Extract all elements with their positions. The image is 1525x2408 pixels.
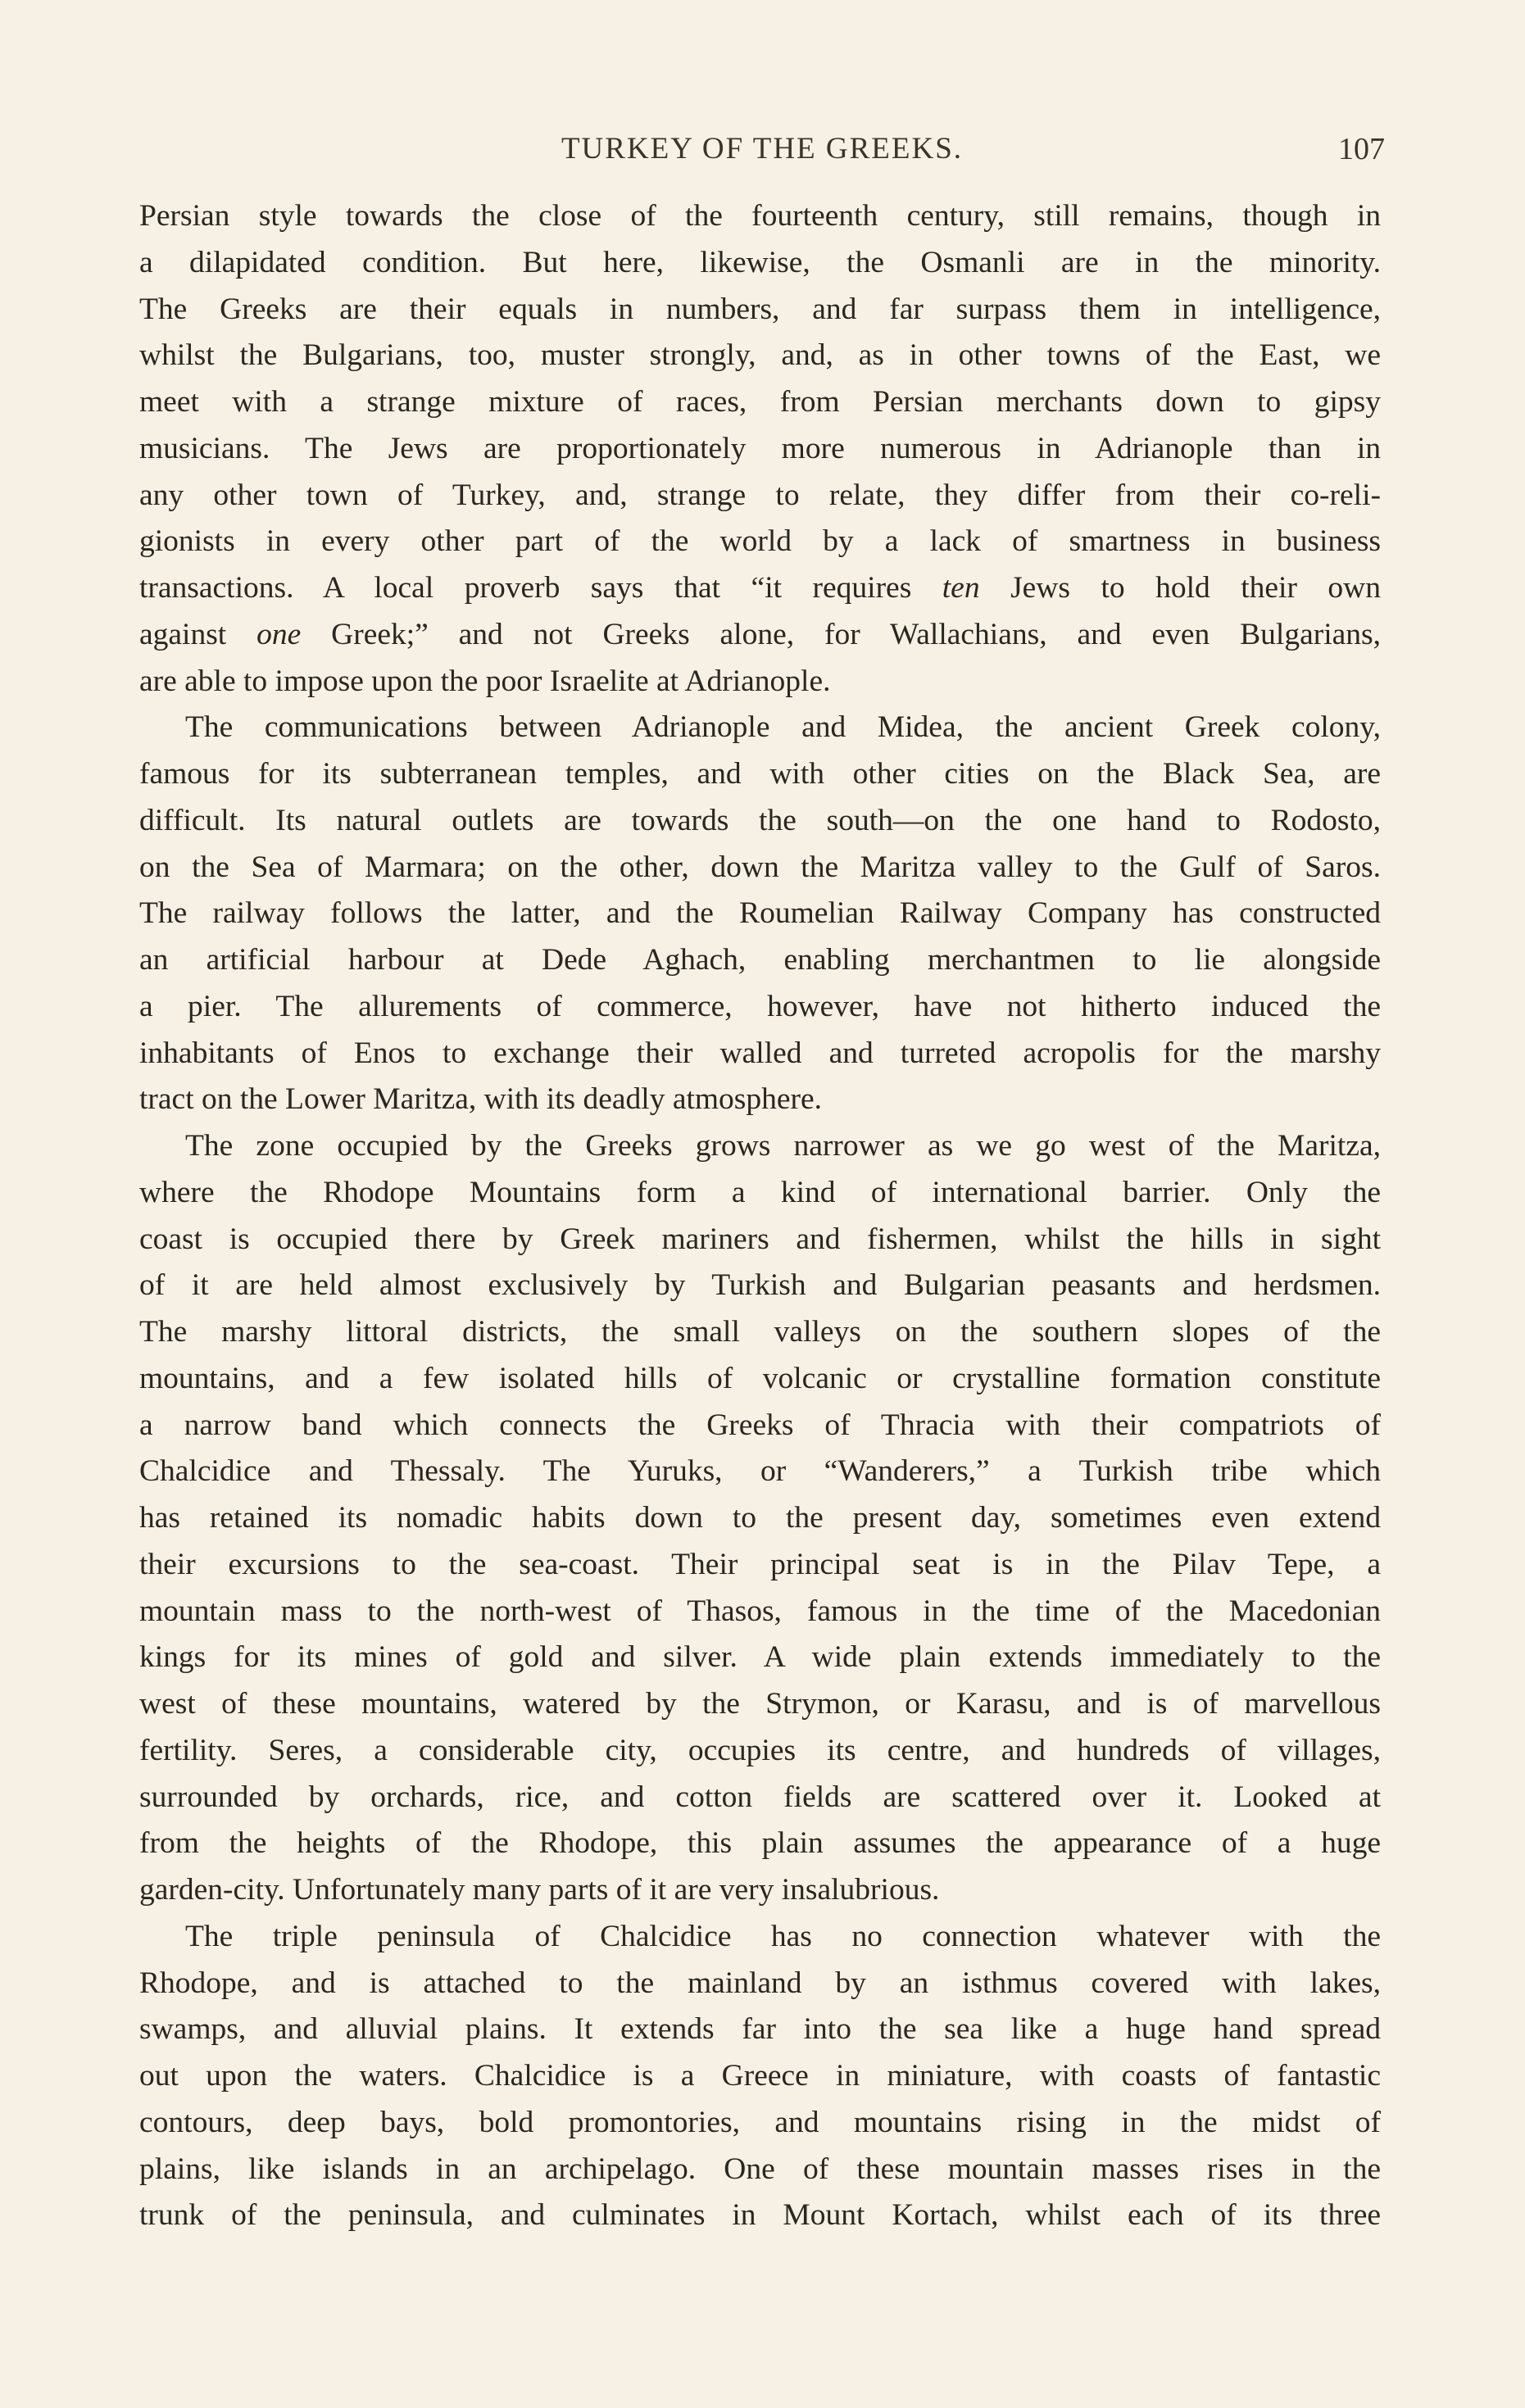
text-line: where the Rhodope Mountains form a kind of international barrier. Only the — [139, 1175, 1381, 1209]
text-line: famous for its subterranean temples, and with other cities on the Black Sea, are — [139, 757, 1381, 791]
text-line: The Greeks are their equals in numbers, and far surpass them in intelligence, — [139, 292, 1381, 326]
text-line: difficult. Its natural outlets are towards the south—on the one hand to Rodosto, — [139, 803, 1381, 837]
text-line: tract on the Lower Maritza, with its deadly atmosphere. — [139, 1082, 823, 1117]
text-line: plains, like islands in an archipelago. One of these mountain masses rises in the — [139, 2152, 1381, 2186]
italic-word: one — [256, 617, 302, 651]
text-line: meet with a strange mixture of races, from Persian merchants down to gipsy — [139, 385, 1381, 419]
text-line: trunk of the peninsula, and culminates in Mount Kortach, whilst each of its three — [139, 2198, 1381, 2233]
text-line: Rhodope, and is attached to the mainland by an isthmus covered with lakes, — [139, 1966, 1381, 2000]
text-line: fertility. Seres, a considerable city, occupies its centre, and hundreds of villages, — [139, 1733, 1381, 1767]
text-line: from the heights of the Rhodope, this plain assumes the appearance of a huge — [139, 1826, 1381, 1861]
paragraph — [139, 705, 1381, 1123]
text-line: Chalcidice and Thessaly. The Yuruks, or “Wanderers,” a Turkish tribe which — [139, 1454, 1381, 1489]
paragraph — [139, 193, 1381, 705]
text-line: Persian style towards the close of the fourteenth century, still remains, though in — [139, 199, 1381, 233]
text-line: a dilapidated condition. But here, likewise, the Osmanli are in the minority. — [139, 245, 1381, 279]
text-line: The triple peninsula of Chalcidice has no connection whatever with the — [185, 1919, 1381, 1953]
text-line: The zone occupied by the Greeks grows narrower as we go west of the Maritza, — [185, 1129, 1381, 1163]
text-line: west of these mountains, watered by the Strymon, or Karasu, and is of marvellous — [139, 1687, 1381, 1721]
text-line: coast is occupied there by Greek mariners and fishermen, whilst the hills in sight — [139, 1222, 1381, 1256]
italic-word: ten — [942, 571, 980, 605]
text-line: inhabitants of Enos to exchange their walled and turreted acropolis for the marshy — [139, 1036, 1381, 1070]
text-line: The marshy littoral districts, the small valleys on the southern slopes of the — [139, 1315, 1381, 1349]
text-line: The communications between Adrianople and Midea, the ancient Greek colony, — [185, 710, 1381, 745]
text-line: swamps, and alluvial plains. It extends far into the sea like a huge hand spread — [139, 2012, 1381, 2047]
text-line: on the Sea of Marmara; on the other, down the Maritza valley to the Gulf of Saros. — [139, 850, 1381, 884]
paragraph — [139, 1914, 1381, 2239]
text-line: kings for its mines of gold and silver. A wide plain extends immediately to the — [139, 1640, 1381, 1675]
text-line: mountain mass to the north-west of Thasos, famous in the time of the Macedonian — [139, 1594, 1381, 1628]
paragraph — [139, 1123, 1381, 1914]
text-line: gionists in every other part of the world by a lack of smartness in business — [139, 524, 1381, 559]
text-line: any other town of Turkey, and, strange to relate, they differ from their co-reli- — [139, 478, 1381, 512]
text-line: out upon the waters. Chalcidice is a Greece in miniature, with coasts of fantastic — [139, 2059, 1381, 2093]
text-line: against one Greek;” and not Greeks alone, for Wallachians, and even Bulgarians, — [139, 617, 1381, 651]
text-line: contours, deep bays, bold promontories, and mountains rising in the midst of — [139, 2105, 1381, 2139]
text-line: of it are held almost exclusively by Turkish and Bulgarian peasants and herdsmen. — [139, 1268, 1381, 1303]
text-line: a pier. The allurements of commerce, however, have not hitherto induced the — [139, 989, 1381, 1023]
text-line: their excursions to the sea-coast. Their principal seat is in the Pilav Tepe, a — [139, 1547, 1381, 1581]
running-header — [139, 131, 1385, 172]
text-line: transactions. A local proverb says that “it requires ten Jews to hold their own — [139, 571, 1381, 605]
text-line: an artificial harbour at Dede Aghach, enabling merchantmen to lie alongside — [139, 943, 1381, 977]
text-line: are able to impose upon the poor Israelite at Adrianople. — [139, 664, 831, 698]
body-text — [139, 193, 1381, 2239]
text-line: a narrow band which connects the Greeks of Thracia with their compatriots of — [139, 1408, 1381, 1442]
running-title: TURKEY OF THE GREEKS. — [561, 132, 964, 166]
text-line: musicians. The Jews are proportionately more numerous in Adrianople than in — [139, 431, 1381, 465]
text-line: has retained its nomadic habits down to the present day, sometimes even extend — [139, 1501, 1381, 1535]
text-line: surrounded by orchards, rice, and cotton fields are scattered over it. Looked at — [139, 1780, 1381, 1814]
text-line: garden-city. Unfortunately many parts of it are very insalubrious. — [139, 1873, 940, 1907]
text-line: The railway follows the latter, and the Roumelian Railway Company has constructed — [139, 896, 1381, 931]
text-line: mountains, and a few isolated hills of volcanic or crystalline formation constitute — [139, 1361, 1381, 1395]
page-number: 107 — [1338, 132, 1385, 166]
text-line: whilst the Bulgarians, too, muster strongly, and, as in other towns of the East, we — [139, 338, 1381, 373]
